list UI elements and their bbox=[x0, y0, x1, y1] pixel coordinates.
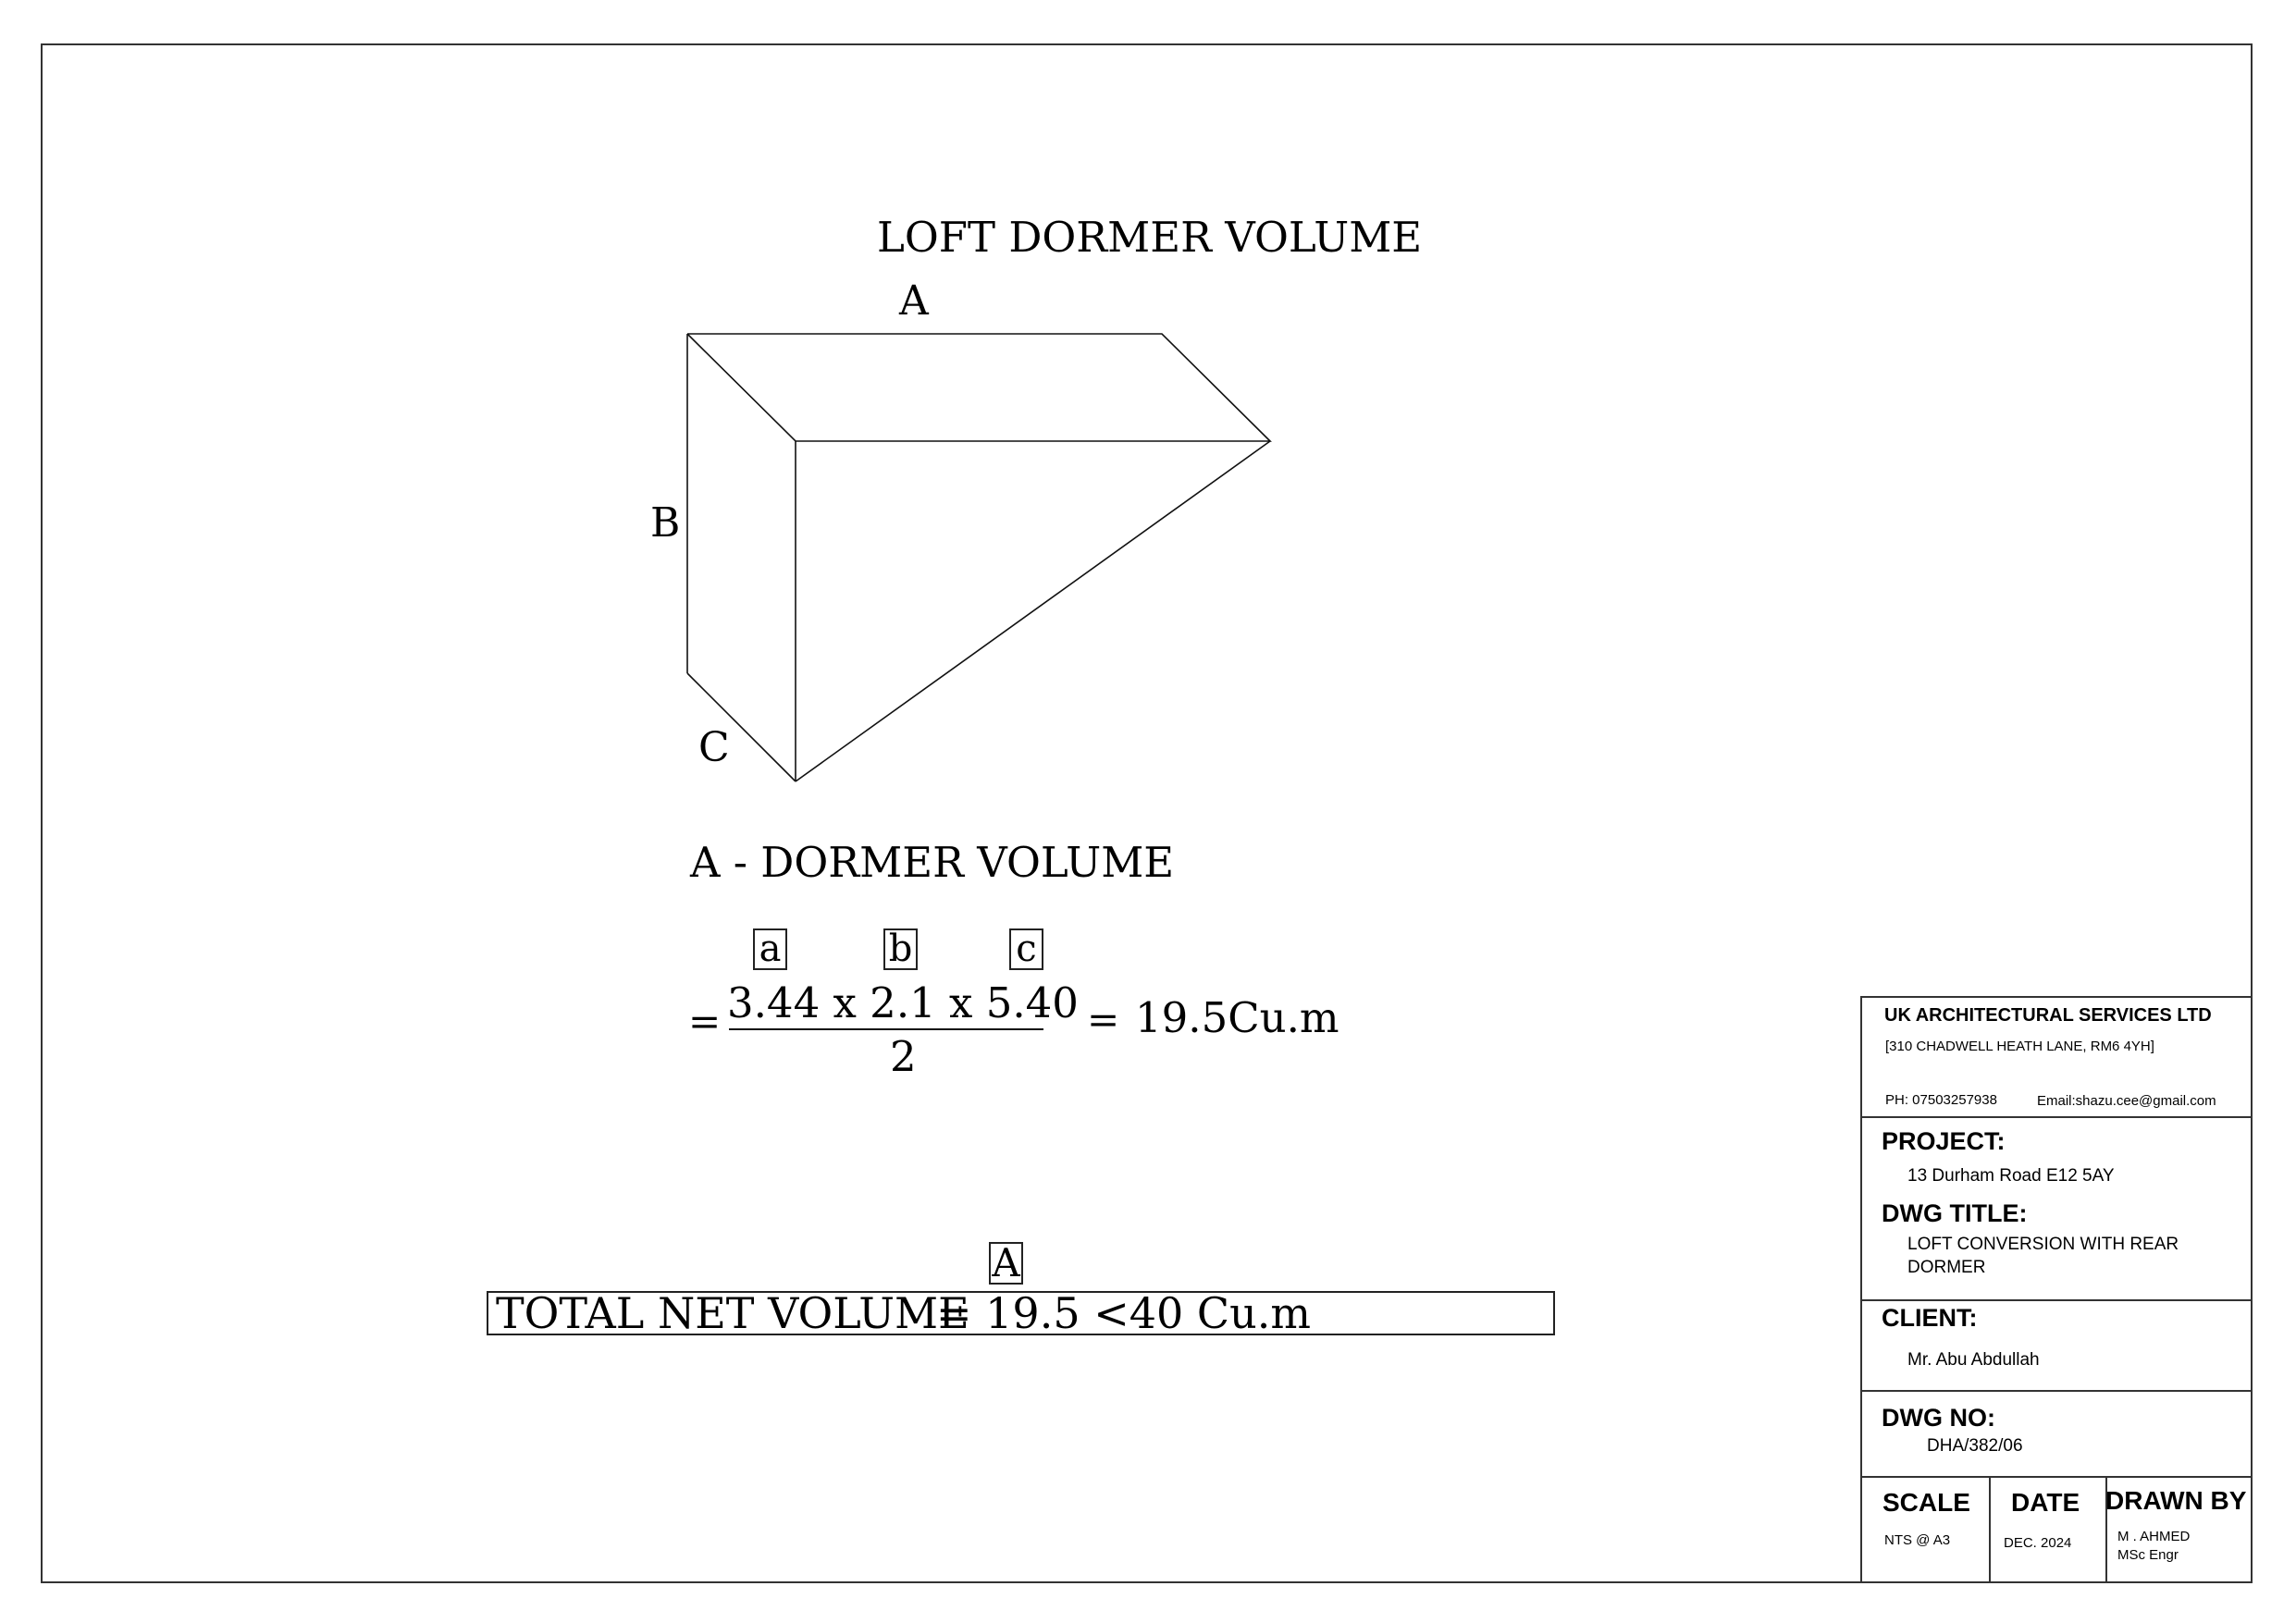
boxed-term-c: c bbox=[1009, 928, 1043, 970]
calculation-heading: A - DORMER VOLUME bbox=[690, 838, 1175, 887]
dimension-label-a: A bbox=[899, 277, 929, 325]
drawn-by-line1: M . AHMED bbox=[2117, 1529, 2191, 1544]
company-address: [310 CHADWELL HEATH LANE, RM6 4YH] bbox=[1885, 1039, 2154, 1054]
company-email: Email:shazu.cee@gmail.com bbox=[2037, 1093, 2216, 1109]
wedge-slope-edge bbox=[796, 441, 1270, 781]
fraction-bar bbox=[729, 1028, 1043, 1030]
drawn-by-label: DRAWN BY bbox=[2105, 1486, 2247, 1515]
wedge-top-edge bbox=[687, 334, 1270, 441]
date-value: DEC. 2024 bbox=[2004, 1535, 2072, 1551]
dimension-label-b: B bbox=[650, 499, 681, 547]
boxed-term-a: a bbox=[753, 928, 787, 970]
fraction-denominator: 2 bbox=[890, 1032, 917, 1081]
dwg-title-label: DWG TITLE: bbox=[1882, 1199, 2028, 1227]
dwg-no-value: DHA/382/06 bbox=[1927, 1436, 2023, 1456]
dwg-no-label: DWG NO: bbox=[1882, 1404, 1995, 1432]
fraction-numerator: 3.44 x 2.1 x 5.40 bbox=[727, 978, 1079, 1027]
dimension-label-c: C bbox=[698, 724, 730, 771]
total-marker-a: A bbox=[989, 1242, 1023, 1285]
project-value: 13 Durham Road E12 5AY bbox=[1907, 1166, 2115, 1186]
total-volume-label: TOTAL NET VOLUME bbox=[496, 1288, 969, 1338]
drawing-title: LOFT DORMER VOLUME bbox=[877, 213, 1423, 262]
dwg-title-line1: LOFT CONVERSION WITH REAR bbox=[1907, 1235, 2179, 1254]
client-value: Mr. Abu Abdullah bbox=[1907, 1350, 2040, 1370]
equals-sign-left: = bbox=[688, 999, 722, 1044]
calculation-result: 19.5Cu.m bbox=[1135, 993, 1339, 1042]
boxed-term-b: b bbox=[883, 928, 918, 970]
equals-sign-right: = bbox=[1087, 997, 1120, 1042]
scale-value: NTS @ A3 bbox=[1884, 1532, 1951, 1548]
date-label: DATE bbox=[2011, 1488, 2080, 1517]
scale-label: SCALE bbox=[1882, 1488, 1970, 1517]
project-label: PROJECT: bbox=[1882, 1127, 2006, 1155]
total-volume-value: = 19.5 <40 Cu.m bbox=[936, 1288, 1311, 1338]
dwg-title-line2: DORMER bbox=[1907, 1258, 1986, 1277]
company-phone: PH: 07503257938 bbox=[1885, 1092, 1997, 1108]
drawn-by-line2: MSc Engr bbox=[2117, 1547, 2179, 1563]
client-label: CLIENT: bbox=[1882, 1304, 1978, 1332]
company-name: UK ARCHITECTURAL SERVICES LTD bbox=[1884, 1005, 2212, 1026]
